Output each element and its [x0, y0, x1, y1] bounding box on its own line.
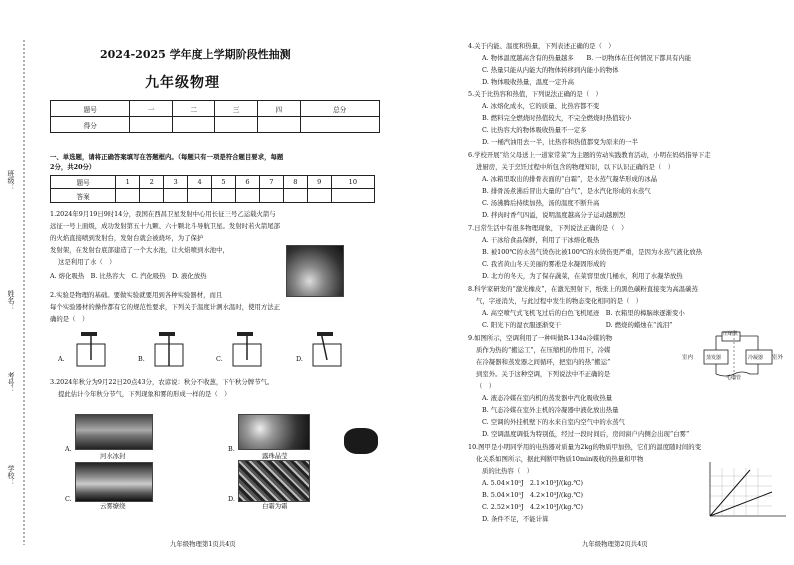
- right-question-line: 8.科学家研发的“激光橡皮”，在激光照射下，纸张上的黑色碳粉直接变为高温碳蒸: [468, 285, 698, 293]
- answer-cell: 9: [307, 176, 331, 189]
- q3-option-b-text: 露珠晶莹: [262, 452, 288, 460]
- thermometer-figure-c: [233, 332, 261, 366]
- answer-cell: 1: [116, 176, 140, 189]
- thermometer-figure-d: [313, 332, 341, 366]
- left-question-line: 的火焰直接喷到发射台，发射台就会被烧坏，为了保护: [50, 234, 204, 242]
- right-question-line: C. 空调的外挂机壁下的水来自室内空气中的水蒸气: [482, 418, 625, 426]
- cloud-photo: [75, 462, 153, 502]
- q2-option: C.: [216, 355, 223, 363]
- answer-input[interactable]: [307, 189, 331, 203]
- right-question-line: 9.如图所示，空调利用了一种叫做R-134a冷媒的物: [468, 334, 613, 342]
- ac-capillary: 毛细管: [726, 375, 742, 381]
- right-question-line: D. 物体吸收热量，温度一定升高: [482, 78, 575, 86]
- right-question-line: B. 排骨汤煮沸后冒出大量的“白气”，是水汽化形成的水蒸气: [482, 187, 651, 195]
- dew-photo: [238, 414, 310, 450]
- right-question-line: D. 条件不足，不能计算: [482, 515, 549, 523]
- right-question-line: D. 北方的冬天，为了保存蔬菜，在菜窖里放几桶水，利用了水凝华放热: [482, 272, 683, 280]
- subject-title: 九年级物理: [145, 75, 220, 91]
- answer-input[interactable]: [212, 189, 236, 203]
- q2-option: A.: [58, 355, 65, 363]
- q3-option-c: C.: [65, 495, 72, 503]
- answer-input[interactable]: [235, 189, 259, 203]
- left-question-line: 每个实验器材的操作都有它的规范性要求，下列关于温度计测水温时，使用方法正: [50, 303, 281, 311]
- right-question-line: B. 被100℃的水蒸气烫伤比被100℃的水烫伤更严重，是因为水蒸气液化放热: [482, 248, 702, 256]
- answer-cell: 答案: [51, 189, 116, 203]
- left-question-line: 提此估计今年秋分节气，下列现象和雾的形成一样的是（ ）: [58, 390, 231, 398]
- right-question-line: 5.关于比热容和热值，下列说法正确的是（ ）: [468, 90, 602, 98]
- q3-option-c-text: 云雾缭绕: [100, 502, 126, 510]
- answer-cell: 4: [188, 176, 212, 189]
- right-question-line: 到室外。关于这种空调，下列说法中不正确的是: [476, 370, 611, 378]
- right-question-line: A. 高空喷气式飞机飞过后的白色飞机尾迹 B. 衣箱里的樟脑球逐渐变小: [482, 309, 685, 317]
- right-question-line: 6.学校开展“给父母送上一道家常菜”为主题的劳动实践教育活动，小明在妈妈指导下走: [468, 151, 711, 159]
- footer-left: 九年级物理第1页共4页: [170, 540, 236, 548]
- right-question-line: B. 气态冷媒在室外主机的冷凝器中液化放出热量: [482, 406, 619, 414]
- section1-title-2: 2分，共20分）: [50, 163, 96, 171]
- right-question-line: 在冷凝器和蒸发器之间循环，把室内的热“搬运”: [476, 358, 611, 366]
- score-input[interactable]: [257, 117, 300, 133]
- right-question-line: 10.图甲是小明同学用的电热器对质量为2kg的物质甲加热，它们的温度随时间的变: [468, 443, 702, 451]
- thermometer-figures: [55, 330, 365, 370]
- right-question-line: A. 冰熔化成水，它的质量、比热容都不变: [482, 102, 600, 110]
- right-question-line: C. 热量只能从内能大的物体转移到内能小的物体: [482, 66, 619, 74]
- answer-cell: 5: [212, 176, 236, 189]
- ac-compressor: 压缩机: [723, 331, 739, 337]
- right-question-line: 化关系如图所示，据此判断甲物质10min吸收的热量和甲物: [476, 455, 644, 463]
- river-ice-photo: [75, 414, 153, 450]
- footer-right: 九年级物理第2页共4页: [582, 540, 648, 548]
- score-input[interactable]: [172, 117, 215, 133]
- right-question-line: D. 一桶汽油用去一半，比热容和热值都变为原来的一半: [482, 138, 638, 146]
- answer-cell: 8: [283, 176, 307, 189]
- right-question-line: 质作为热的“搬运工”，在压缩机的作用下，冷媒: [476, 346, 611, 354]
- right-question-line: 4.关于内能、温度和热量，下列表述正确的是（ ）: [468, 42, 615, 50]
- answer-cell: 7: [259, 176, 283, 189]
- q2-option: B.: [138, 355, 145, 363]
- ac-indoor: 室内: [682, 355, 694, 361]
- right-question-line: （ ）: [476, 382, 496, 390]
- right-question-line: D. 拌肉时香气四溢，说明温度越高分子运动越剧烈: [482, 211, 626, 219]
- rocket-photo: [286, 245, 344, 297]
- score-cell: 四: [257, 101, 300, 117]
- right-question-line: C. 我省黄山冬天美丽的雾凇是水凝固形成的: [482, 260, 606, 268]
- right-question-line: A. 干冰给食品保鲜，利用了干冰熔化吸热: [482, 236, 600, 244]
- q3-option-b: B.: [228, 445, 235, 453]
- score-cell: 二: [172, 101, 215, 117]
- frost-photo: [238, 460, 310, 502]
- right-question-line: A. 物体温度越高含有的热量越多 B. 一切物体在任何情况下都具有内能: [482, 54, 692, 62]
- answer-input[interactable]: [188, 189, 212, 203]
- exam-no-label: 考号：: [7, 372, 15, 393]
- score-input[interactable]: [300, 117, 380, 133]
- left-question-line: 发射架，在发射台底部建造了一个大水池，让火焰喷到水池中，: [50, 246, 229, 254]
- ink-smudge: [344, 428, 378, 454]
- ac-diagram: [668, 330, 788, 382]
- answer-input[interactable]: [331, 189, 374, 203]
- answer-cell: 6: [235, 176, 259, 189]
- answer-cell: 10: [331, 176, 374, 189]
- score-input[interactable]: [130, 117, 173, 133]
- q3-option-a-text: 河水冰封: [100, 452, 126, 460]
- right-question-line: C. 2.52×10⁵J 4.2×10³J/(kg.℃): [482, 503, 584, 511]
- score-input[interactable]: [215, 117, 258, 133]
- left-question-line: 这是利用了水（ ）: [58, 258, 116, 266]
- right-question-line: 质的比热容（ ）: [482, 467, 534, 475]
- answer-table: [50, 175, 375, 203]
- right-question-line: 气，字迹消失，与此过程中发生的物态变化相同的是（ ）: [476, 297, 643, 305]
- answer-cell: 3: [164, 176, 188, 189]
- score-cell: 三: [215, 101, 258, 117]
- name-label: 姓名：: [7, 290, 15, 311]
- right-question-line: A. 5.04×10⁵J 2.1×10³J/(kg.℃): [482, 479, 583, 487]
- class-label: 班级：: [7, 170, 15, 191]
- right-question-line: B. 5.04×10⁵J 4.2×10³J/(kg.℃): [482, 491, 584, 499]
- answer-input[interactable]: [259, 189, 283, 203]
- left-question-line: 远征一号上面级，成功发射第五十九颗、六十颗北斗导航卫星。发射时若火箭尾部: [50, 222, 281, 230]
- binding-margin: [0, 0, 40, 561]
- left-question-line: 3.2024年秋分为9月22日20点43分，农谚说：秋分不收葱，下午秋分牌节气。: [50, 378, 274, 386]
- q3-option-a: A.: [65, 445, 72, 453]
- right-question-line: A. 冰箱里取出的排骨表面的“白霜”，是水蒸气凝华形成的冰晶: [482, 175, 657, 183]
- right-question-line: B. 燃料完全燃烧时热值较大，不完全燃烧时热值较小: [482, 114, 632, 122]
- school-label: 学校：: [7, 465, 15, 486]
- right-question-line: C. 比热容大的物体吸收热量不一定多: [482, 126, 587, 134]
- right-question-line: C. 阳光下的湿衣服逐渐变干 D. 燃烧的蜡烛在“流泪”: [482, 321, 673, 329]
- score-table: [50, 100, 380, 133]
- temperature-graph: [702, 458, 788, 522]
- q2-option: D.: [296, 355, 303, 363]
- left-question-line: 确的是（ ）: [50, 315, 89, 323]
- q3-option-d: D.: [228, 495, 235, 503]
- ac-outdoor: 室外: [772, 355, 784, 361]
- right-question-line: C. 汤沸腾后持续加热，汤的温度不断升高: [482, 199, 600, 207]
- right-question-line: 7.日常生活中有很多物理现象，下列说法正确的是（ ）: [468, 224, 628, 232]
- q3-option-d-text: 白霜为霜: [262, 502, 288, 510]
- thermometer-figure-b: [155, 332, 183, 366]
- exam-title: 2024-2025 学年度上学期阶段性抽测: [100, 48, 291, 61]
- right-question-line: 进厨房，关于烹饪过程中所包含的物理知识，以下认识正确的是（ ）: [476, 163, 675, 171]
- answer-input[interactable]: [164, 189, 188, 203]
- right-question-line: D. 空调温度调低为特别低，经过一段时间后，房间窗户内侧会出现“白雾”: [482, 430, 690, 438]
- section1-title: 一、单选题，请将正确答案填写在答题框内。（每题只有一项是符合题目要求，每题: [50, 153, 284, 161]
- left-question-line: 1.2024年9月19日9时14分，我国在西昌卫星发射中心用长征三号乙运载火箭与: [50, 210, 276, 218]
- score-cell: 得分: [51, 117, 130, 133]
- right-question-line: A. 液态冷媒在室内机的蒸发器中汽化吸收热量: [482, 394, 613, 402]
- answer-input[interactable]: [116, 189, 140, 203]
- left-question-line: 2.实验是物理的基础。要做实验就要用到各种实验器材，而且: [50, 291, 223, 299]
- answer-input[interactable]: [283, 189, 307, 203]
- ac-evaporator: 蒸发器: [706, 355, 722, 361]
- thermometer-figure-a: [77, 332, 105, 366]
- ac-condenser: 冷凝器: [748, 355, 764, 361]
- left-question-line: A. 熔化吸热 B. 比热容大 C. 汽化吸热 D. 液化放热: [50, 272, 207, 280]
- score-cell: 题号: [51, 101, 130, 117]
- score-cell: 总分: [300, 101, 380, 117]
- score-cell: 一: [130, 101, 173, 117]
- answer-input[interactable]: [140, 189, 164, 203]
- answer-cell: 2: [140, 176, 164, 189]
- answer-cell: 题号: [51, 176, 116, 189]
